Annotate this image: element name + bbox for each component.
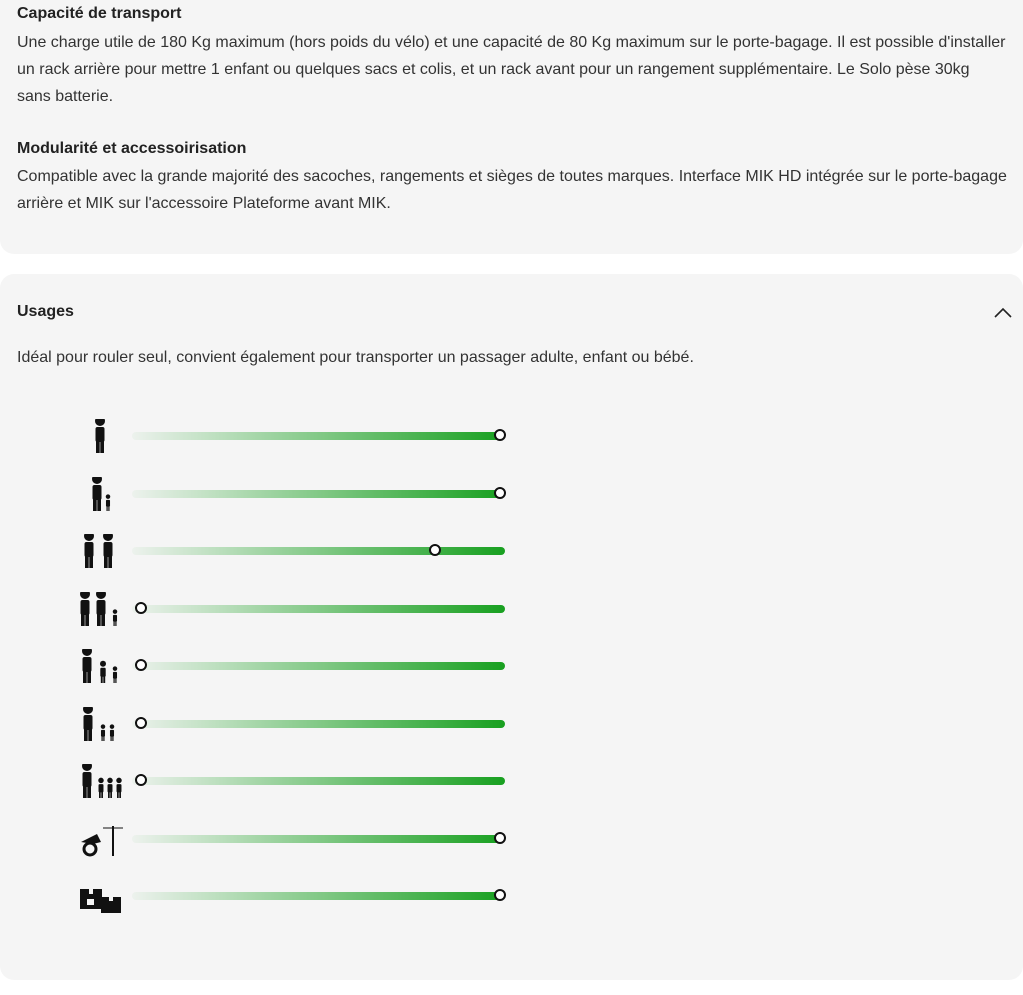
usage-row [75, 477, 515, 513]
capacite-text: Une charge utile de 180 Kg maximum (hors poids du vélo) et une capacité de 80 Kg maximum sur le porte-bagage. Il est possible d'installer un rack arrière pour mettre 1 enfant ou quelques sacs et colis, et un rack avant pour un rangement supplémentaire. Le Solo pèse 30kg sans batterie. [17, 34, 1006, 105]
usages-description: Idéal pour rouler seul, convient également pour transporter un passager adulte, enfant ou bébé. [17, 349, 694, 366]
usage-level-track [132, 490, 505, 498]
cargo-boxes-icon [75, 879, 125, 915]
usage-level-track [132, 662, 505, 670]
adult-child-icon [75, 477, 125, 513]
usage-row [75, 592, 515, 628]
usage-level-marker [494, 832, 506, 844]
usage-level-marker [135, 774, 147, 786]
chevron-up-icon[interactable] [993, 305, 1013, 319]
adult-three-children-icon [75, 764, 125, 800]
usage-level-track [132, 892, 505, 900]
usage-level-marker [135, 602, 147, 614]
usage-row [75, 534, 515, 570]
modularite-title: Modularité et accessoirisation [17, 140, 247, 157]
usage-level-track [132, 720, 505, 728]
usage-level-marker [494, 487, 506, 499]
two-adults-child-icon [75, 592, 125, 628]
usage-level-track [132, 547, 505, 555]
single-adult-icon [75, 419, 125, 455]
modularite-text: Compatible avec la grande majorité des sacoches, rangements et sièges de toutes marques. Interface MIK HD intégrée sur le porte-bagage arrière et MIK sur l'accessoire Plateforme avant MIK. [17, 168, 1007, 212]
usage-row [75, 649, 515, 685]
usage-level-track [132, 432, 505, 440]
usage-level-marker [494, 889, 506, 901]
adult-two-small-children-icon [75, 707, 125, 743]
usages-title[interactable]: Usages [17, 303, 74, 320]
usage-row [75, 879, 515, 915]
usage-level-marker [494, 429, 506, 441]
capacite-title: Capacité de transport [17, 5, 182, 22]
usage-row [75, 822, 515, 858]
usage-level-track [132, 605, 505, 613]
usage-row [75, 707, 515, 743]
usage-row [75, 419, 515, 455]
baby-seat-icon [75, 822, 125, 858]
usage-level-track [132, 835, 505, 843]
usage-row [75, 764, 515, 800]
usage-level-marker [135, 659, 147, 671]
two-adults-icon [75, 534, 125, 570]
adult-two-children-icon [75, 649, 125, 685]
usage-level-track [132, 777, 505, 785]
usage-level-marker [135, 717, 147, 729]
